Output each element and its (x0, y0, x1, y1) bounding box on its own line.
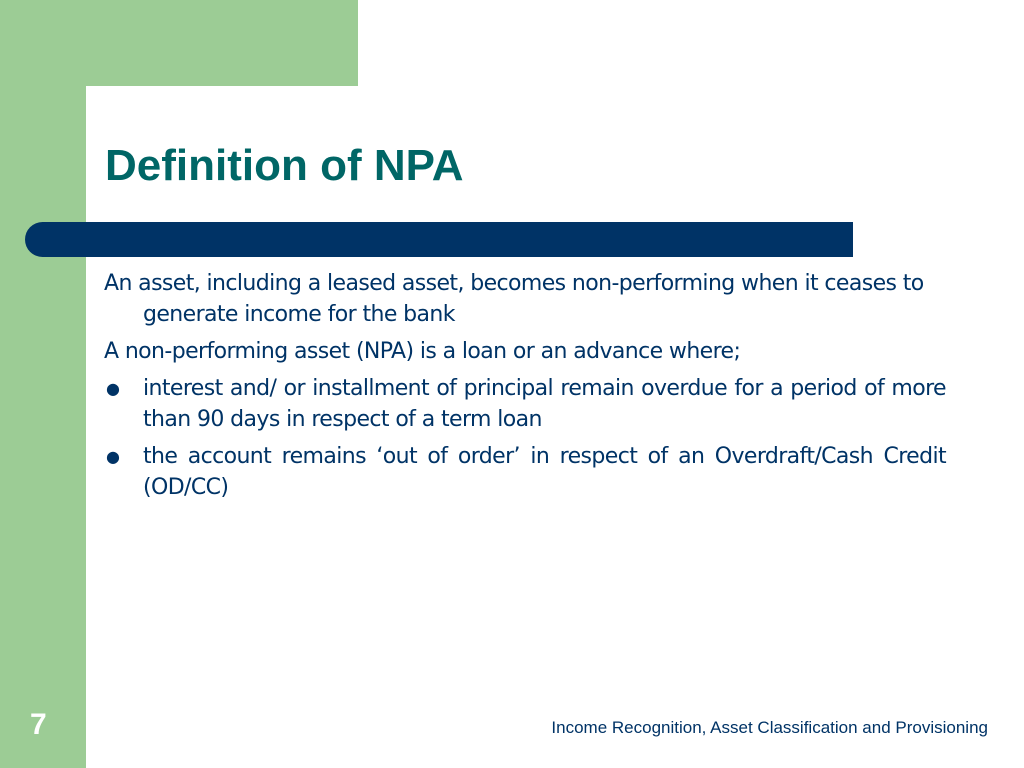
bullet-dot-icon: ● (106, 447, 120, 466)
bullet-text-out-of-order: the account remains ‘out of order’ in respect of an Overdraft/Cash Credit (OD/CC) (143, 444, 946, 500)
title-underline-bar (25, 222, 853, 257)
slide-body (104, 268, 946, 509)
top-green-band (0, 0, 358, 86)
body-paragraph-asset: An asset, including a leased asset, becomes non-performing when it ceases to generate income for the bank (104, 271, 924, 327)
bullet-item-overdue (104, 373, 946, 435)
slide-title: Definition of NPA (105, 141, 464, 190)
left-green-band (0, 0, 86, 768)
bullet-dot-icon: ● (106, 379, 120, 398)
bullet-text-overdue: interest and/ or installment of principal remain overdue for a period of more than 90 days in respect of a term loan (143, 376, 946, 432)
footer-title: Income Recognition, Asset Classification and Provisioning (551, 718, 988, 737)
slide-number: 7 (30, 708, 47, 741)
body-paragraph-npa: A non-performing asset (NPA) is a loan or an advance where; (104, 339, 741, 364)
bullet-item-out-of-order (104, 441, 946, 503)
